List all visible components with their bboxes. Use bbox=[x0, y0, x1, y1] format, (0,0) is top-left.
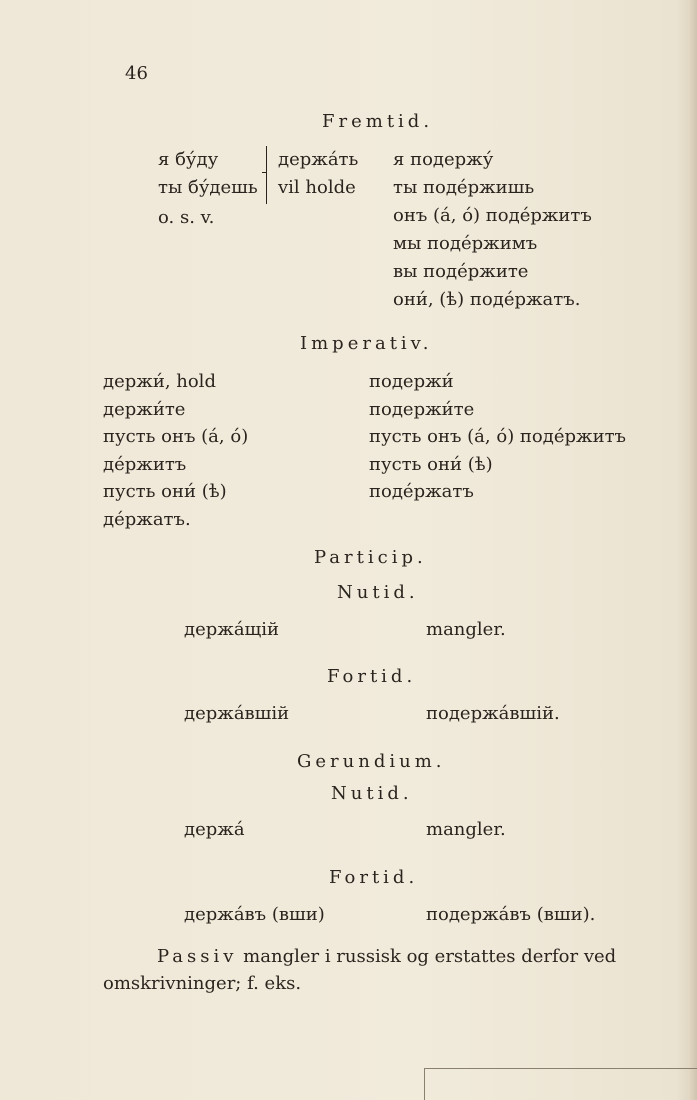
fremtid-right-4: мы поде́ржимъ bbox=[393, 233, 538, 254]
imperativ-left-6: де́ржатъ. bbox=[103, 509, 191, 530]
particip-nutid-right: mangler. bbox=[426, 619, 506, 640]
fremtid-middle-2: vil holde bbox=[278, 177, 356, 198]
gerundium-nutid-right: mangler. bbox=[426, 819, 506, 840]
fremtid-right-1: я подержу́ bbox=[393, 149, 494, 170]
page-corner-rule bbox=[424, 1068, 697, 1069]
fremtid-middle-1: держа́ть bbox=[278, 149, 359, 170]
heading-particip-nutid: Nutid. bbox=[337, 582, 419, 603]
heading-gerundium: Gerundium. bbox=[297, 751, 446, 772]
imperativ-right-1: подержи́ bbox=[369, 371, 454, 392]
imperativ-left-5: пусть они́ (ѣ) bbox=[103, 481, 227, 502]
heading-fremtid: Fremtid. bbox=[322, 111, 434, 132]
heading-gerundium-nutid: Nutid. bbox=[331, 783, 413, 804]
heading-particip: Particip. bbox=[314, 547, 427, 568]
page-edge bbox=[688, 0, 697, 1100]
heading-particip-fortid: Fortid. bbox=[327, 666, 417, 687]
fremtid-left-2: ты бу́дешь bbox=[158, 177, 258, 198]
imperativ-right-2: подержи́те bbox=[369, 399, 475, 420]
imperativ-left-3: пусть онъ (á, ó) bbox=[103, 426, 249, 447]
fremtid-left-3: o. s. v. bbox=[158, 207, 215, 228]
particip-fortid-right: подержа́вшій. bbox=[426, 703, 560, 724]
fremtid-right-2: ты поде́ржишь bbox=[393, 177, 535, 198]
fremtid-right-6: они́, (ѣ) поде́ржатъ. bbox=[393, 289, 581, 310]
page-number: 46 bbox=[125, 63, 148, 84]
fremtid-left-1: я бу́ду bbox=[158, 149, 219, 170]
imperativ-right-4: пусть они́ (ѣ) bbox=[369, 454, 493, 475]
fremtid-right-3: онъ (á, ó) поде́ржитъ bbox=[393, 205, 592, 226]
imperativ-left-4: де́ржитъ bbox=[103, 454, 187, 475]
passiv-word: Passiv bbox=[157, 946, 238, 967]
fremtid-right-5: вы поде́ржите bbox=[393, 261, 529, 282]
brace bbox=[266, 146, 275, 204]
particip-fortid-left: держа́вшій bbox=[184, 703, 290, 724]
heading-gerundium-fortid: Fortid. bbox=[329, 867, 419, 888]
imperativ-right-3: пусть онъ (á, ó) поде́ржитъ bbox=[369, 426, 626, 447]
passiv-line-2: omskrivninger; f. eks. bbox=[103, 973, 302, 994]
passiv-line-1-rest: mangler i russisk og erstattes derfor ved bbox=[243, 946, 617, 967]
particip-nutid-left: держа́щій bbox=[184, 619, 280, 640]
imperativ-left-1: держи́, hold bbox=[103, 371, 216, 392]
gerundium-fortid-right: подержа́въ (вши). bbox=[426, 904, 596, 925]
gerundium-nutid-left: держа́ bbox=[184, 819, 245, 840]
heading-imperativ: Imperativ. bbox=[300, 333, 433, 354]
imperativ-right-5: поде́ржатъ bbox=[369, 481, 474, 502]
passiv-line-1 bbox=[157, 945, 616, 969]
page-corner-rule-vertical bbox=[424, 1068, 425, 1100]
imperativ-left-2: держи́те bbox=[103, 399, 186, 420]
gerundium-fortid-left: держа́въ (вши) bbox=[184, 904, 325, 925]
